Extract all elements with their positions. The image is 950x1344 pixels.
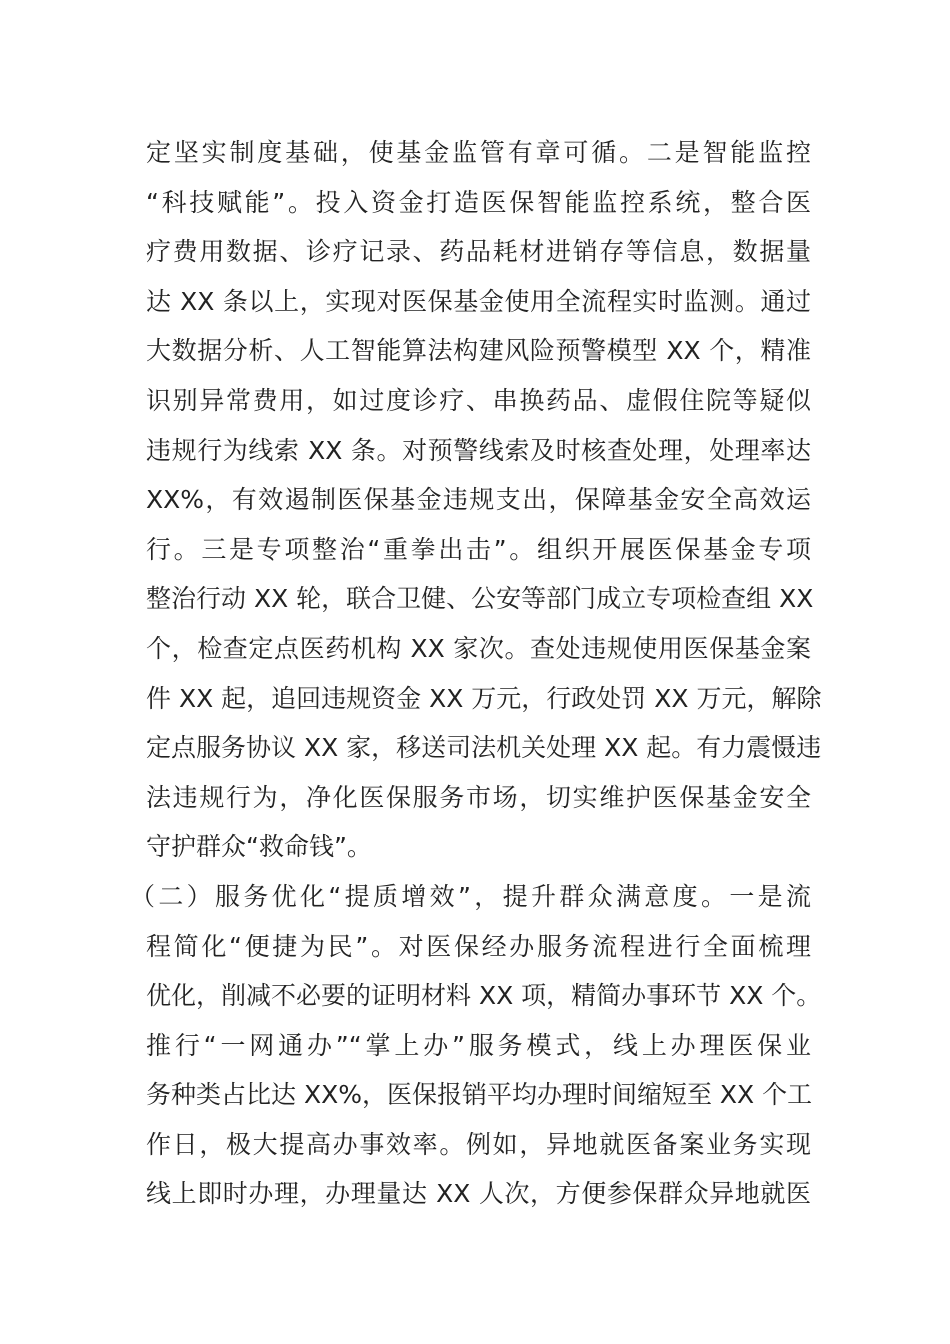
text-line: 作日，极大提高办事效率。例如，异地就医备案业务实现 [146,1129,811,1159]
body-text [130,128,822,1219]
text-line: 务种类占比达 XX%，医保报销平均办理时间缩短至 XX 个工 [146,1080,813,1110]
text-line: 疗费用数据、诊疗记录、药品耗材进销存等信息，数据量 [146,237,811,267]
text-line: 线上即时办理，办理量达 XX 人次，方便参保群众异地就医 [146,1179,811,1209]
text-line: XX%，有效遏制医保基金违规支出，保障基金安全高效运 [146,485,811,515]
text-line: 达 XX 条以上，实现对医保基金使用全流程实时监测。通过 [146,286,811,316]
text-line: 程简化“便捷为民”。对医保经办服务流程进行全面梳理 [146,931,811,961]
text-line: 个，检查定点医药机构 XX 家次。查处违规使用医保基金案 [146,633,811,663]
text-line: 优化，削减不必要的证明材料 XX 项，精简办事环节 XX 个。 [146,981,822,1011]
text-line: 违规行为线索 XX 条。对预警线索及时核查处理，处理率达 [146,435,811,465]
text-line: 定坚实制度基础，使基金监管有章可循。二是智能监控 [146,138,811,167]
text-line: 法违规行为，净化医保服务市场，切实维护医保基金安全 [146,782,811,812]
text-line: “科技赋能”。投入资金打造医保智能监控系统，整合医 [146,187,811,217]
text-line: 行。三是专项整治“重拳出击”。组织开展医保基金专项 [146,534,811,564]
text-line: 识别异常费用，如过度诊疗、串换药品、虚假住院等疑似 [146,385,811,415]
text-line: 推行“一网通办”“掌上办”服务模式，线上办理医保业 [146,1030,811,1060]
text-line: 守护群众“救命钱”。 [146,832,372,862]
section-heading-line: （二）服务优化“提质增效”，提升群众满意度。一是流 [130,881,811,911]
text-line: 定点服务协议 XX 家，移送司法机关处理 XX 起。有力震慑违 [146,733,822,763]
text-line: 整治行动 XX 轮，联合卫健、公安等部门成立专项检查组 XX [146,584,814,614]
text-line: 件 XX 起，追回违规资金 XX 万元，行政处罚 XX 万元，解除 [146,683,822,713]
text-line: 大数据分析、人工智能算法构建风险预警模型 XX 个，精准 [146,336,811,366]
